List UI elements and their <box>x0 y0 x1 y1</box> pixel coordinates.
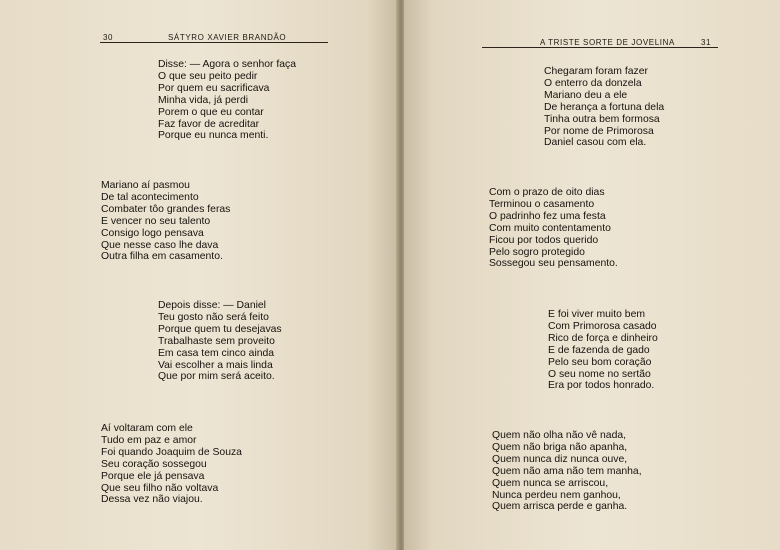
verse-line: Vai escolher a mais linda <box>158 359 273 371</box>
verse-line: Tinha outra bem formosa <box>544 113 660 125</box>
verse-line: Nunca perdeu nem ganhou, <box>492 489 621 501</box>
stanza-right-1 <box>544 66 664 149</box>
verse-line: Terminou o casamento <box>489 198 595 210</box>
verse-line: O enterro da donzela <box>544 77 642 89</box>
verse-line: Ficou por todos querido <box>489 234 599 246</box>
stanza-left-1 <box>158 59 296 142</box>
stanza-left-4 <box>101 423 242 506</box>
verse-line: Mariano deu a ele <box>544 89 628 101</box>
verse-line: Quem nunca se arriscou, <box>492 477 609 489</box>
stanza-left-2 <box>101 180 230 263</box>
verse-line: Quem não briga não apanha, <box>492 441 628 453</box>
verse-line: De herança a fortuna dela <box>544 101 665 113</box>
verse-line: Que nesse caso lhe dava <box>101 239 219 251</box>
verse-line: Quem nunca diz nunca ouve, <box>492 453 628 465</box>
verse-line: O seu nome no sertão <box>548 368 651 380</box>
verse-line: E vencer no seu talento <box>101 215 211 227</box>
verse-line: Mariano aí pasmou <box>101 180 190 191</box>
verse-line: Pelo seu bom coração <box>548 356 652 368</box>
verse-line: Quem não ama não tem manha, <box>492 465 642 477</box>
verse-line: Rico de força e dinheiro <box>548 332 658 344</box>
verse-line: Depois disse: — Daniel <box>158 300 266 311</box>
verse-line: Dessa vez não viajou. <box>101 494 203 506</box>
right-page <box>404 0 780 550</box>
verse-line: Consigo logo pensava <box>101 227 204 239</box>
verse-line: Por nome de Primorosa <box>544 125 654 137</box>
verse-line: De tal acontecimento <box>101 191 199 203</box>
verse-line: Minha vida, já perdi <box>158 94 249 106</box>
verse-line: Porque eu nunca menti. <box>158 130 269 142</box>
stanza-right-2 <box>489 187 618 270</box>
verse-line: Em casa tem cinco ainda <box>158 347 275 359</box>
verse-line: Outra filha em casamento. <box>101 251 223 263</box>
verse-line: Combater tôo grandes feras <box>101 203 231 215</box>
verse-line: Disse: — Agora o senhor faça <box>158 59 297 70</box>
stanza-right-4 <box>492 430 642 513</box>
verse-line: Com Primorosa casado <box>548 320 657 332</box>
verse-line: Porem o que eu contar <box>158 106 264 118</box>
verse-line: Trabalhaste sem proveito <box>158 335 275 347</box>
header-rule-right <box>482 47 718 48</box>
verse-line: Foi quando Joaquim de Souza <box>101 446 242 458</box>
running-head-left: SÁTYRO XAVIER BRANDÃO <box>168 33 287 42</box>
running-head-right: A TRISTE SORTE DE JOVELINA <box>540 38 675 47</box>
verse-line: O que seu peito pedir <box>158 70 258 82</box>
verse-line: O padrinho fez uma festa <box>489 210 606 222</box>
verse-line: E de fazenda de gado <box>548 344 650 356</box>
header-rule-left <box>100 42 328 43</box>
verse-line: Com muito contentamento <box>489 222 611 234</box>
verse-line: Porque ele já pensava <box>101 470 205 482</box>
verse-line: Era por todos honrado. <box>548 380 655 392</box>
verse-line: Quem arrisca perde e ganha. <box>492 501 628 513</box>
verse-line: Que seu filho não voltava <box>101 482 219 494</box>
verse-line: Por quem eu sacrificava <box>158 82 270 94</box>
verse-line: Que por mim será aceito. <box>158 371 275 383</box>
page-number-right: 31 <box>701 38 712 47</box>
verse-line: Pelo sogro protegido <box>489 246 585 258</box>
verse-line: Daniel casou com ela. <box>544 137 647 149</box>
verse-line: Quem não olha não vê nada, <box>492 430 627 441</box>
stanza-left-3 <box>158 300 282 383</box>
verse-line: Com o prazo de oito dias <box>489 187 605 198</box>
verse-line: Seu coração sossegou <box>101 458 207 470</box>
page-number-left: 30 <box>103 33 114 42</box>
verse-line: Sossegou seu pensamento. <box>489 258 618 270</box>
verse-line: Aí voltaram com ele <box>101 423 193 434</box>
verse-line: E foi viver muito bem <box>548 309 646 320</box>
stanza-right-3 <box>548 309 658 392</box>
verse-line: Tudo em paz e amor <box>101 434 197 446</box>
verse-line: Porque quem tu desejavas <box>158 323 282 335</box>
verse-line: Faz favor de acreditar <box>158 118 260 130</box>
verse-line: Chegaram foram fazer <box>544 66 648 77</box>
verse-line: Teu gosto não será feito <box>158 311 269 323</box>
